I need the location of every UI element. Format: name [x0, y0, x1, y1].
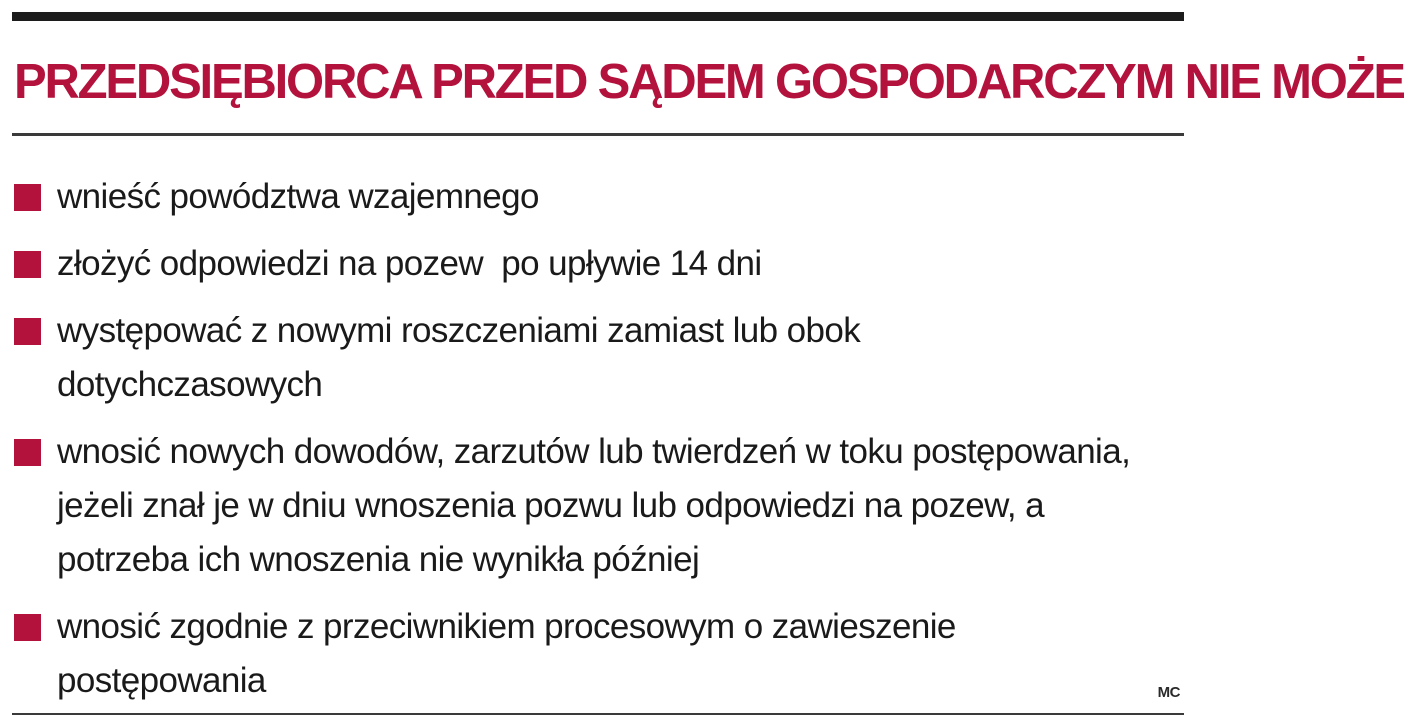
restrictions-list [12, 170, 1184, 721]
list-item-text: wnieść powództwa wzajemnego [57, 177, 539, 216]
square-bullet-icon [14, 318, 41, 345]
list-item-text: złożyć odpowiedzi na pozew po upływie 14 dni [57, 244, 762, 283]
square-bullet-icon [14, 184, 41, 211]
list-item [12, 425, 1184, 587]
square-bullet-icon [14, 251, 41, 278]
list-item-text: występować z nowymi roszczeniami zamiast lub obok dotychczasowych [57, 311, 870, 404]
list-item-text: wnosić nowych dowodów, zarzutów lub twierdzeń w toku postępowania, jeżeli znał je w dniu wnoszenia pozwu lub odpowiedzi na pozew, a potrzeba ich wnoszenia nie wynikła później [57, 432, 1140, 579]
list-item [12, 170, 1184, 224]
list-item [12, 304, 1184, 412]
top-rule [12, 12, 1184, 21]
square-bullet-icon [14, 614, 41, 641]
list-item-text: wnosić zgodnie z przeciwnikiem procesowym o zawieszenie postępowania [57, 607, 965, 700]
square-bullet-icon [14, 439, 41, 466]
list-item [12, 600, 1184, 708]
author-credit: MC [1157, 684, 1180, 701]
list-item [12, 237, 1184, 291]
box-title: PRZEDSIĘBIORCA PRZED SĄDEM GOSPODARCZYM NIE MOŻE [14, 55, 1404, 109]
title-divider [12, 133, 1184, 136]
bottom-rule [12, 713, 1184, 715]
